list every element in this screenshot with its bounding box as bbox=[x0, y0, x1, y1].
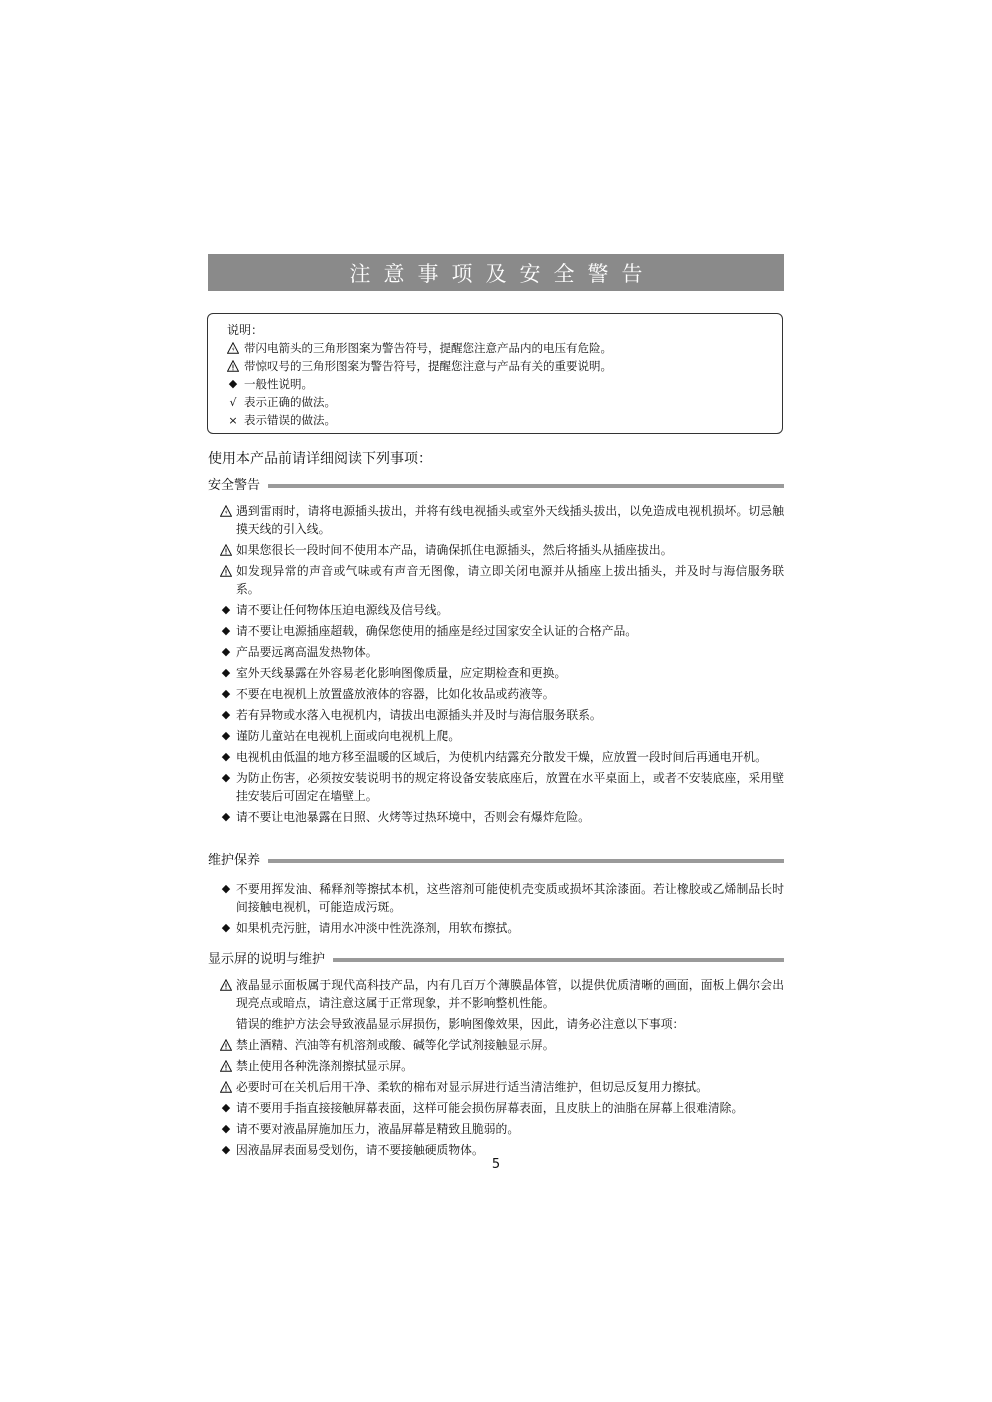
diamond-bullet-icon: ◆ bbox=[228, 377, 238, 390]
list-item bbox=[216, 1036, 784, 1054]
page-title: 注意事项及安全警告 bbox=[349, 261, 656, 286]
exclamation-triangle-icon bbox=[220, 1081, 232, 1093]
item-symbol bbox=[216, 502, 236, 517]
diamond-bullet-icon: ◆ bbox=[221, 687, 231, 700]
lightning-triangle-icon bbox=[227, 342, 239, 354]
cross-mark-icon: × bbox=[228, 413, 238, 427]
page-number: 5 bbox=[491, 1157, 501, 1172]
item-text: 遇到雷雨时，请将电源插头拔出，并将有线电视插头或室外天线插头拔出，以免造成电视机损坏。切忌触摸天线的引入线。 bbox=[236, 504, 784, 536]
item-symbol bbox=[216, 808, 236, 823]
item-symbol bbox=[216, 1015, 236, 1030]
list-item bbox=[216, 1057, 784, 1075]
legend-row bbox=[222, 393, 782, 411]
section-heading-display bbox=[208, 951, 784, 969]
list-item bbox=[216, 1099, 784, 1117]
check-mark-icon: √ bbox=[229, 395, 237, 409]
list-item bbox=[216, 643, 784, 661]
list-item bbox=[216, 1120, 784, 1138]
item-symbol bbox=[216, 541, 236, 556]
legend-text: 表示错误的做法。 bbox=[244, 413, 336, 427]
item-text: 如果机壳污脏，请用水冲淡中性洗涤剂，用软布擦拭。 bbox=[236, 921, 520, 935]
item-text: 错误的维护方法会导致液晶显示屏损伤，影响图像效果，因此，请务必注意以下事项： bbox=[236, 1017, 685, 1031]
item-text: 禁止酒精、汽油等有机溶剂或酸、碱等化学试剂接触显示屏。 bbox=[236, 1038, 555, 1052]
item-text: 不要用挥发油、稀释剂等擦拭本机，这些溶剂可能使机壳变质或损坏其涂漆面。若让橡胶或乙烯制品长时间接触电视机，可能造成污斑。 bbox=[236, 882, 784, 914]
item-symbol bbox=[216, 1036, 236, 1051]
item-text: 如果您很长一段时间不使用本产品，请确保抓住电源插头，然后将插头从插座拔出。 bbox=[236, 543, 673, 557]
exclamation-triangle-icon bbox=[220, 1060, 232, 1072]
item-symbol bbox=[216, 622, 236, 637]
list-item bbox=[216, 976, 784, 1012]
section-items-maintenance bbox=[216, 880, 784, 940]
section-divider bbox=[268, 859, 784, 863]
item-symbol bbox=[216, 919, 236, 934]
legend-symbol bbox=[222, 360, 244, 372]
list-item bbox=[216, 502, 784, 538]
legend-text: 一般性说明。 bbox=[244, 377, 313, 391]
legend-row bbox=[222, 357, 782, 375]
diamond-bullet-icon: ◆ bbox=[221, 603, 231, 616]
item-symbol bbox=[216, 976, 236, 991]
item-text: 必要时可在关机后用干净、柔软的棉布对显示屏进行适当清洁维护，但切忌反复用力擦拭。 bbox=[236, 1080, 708, 1094]
diamond-bullet-icon: ◆ bbox=[221, 921, 231, 934]
item-text: 请不要让任何物体压迫电源线及信号线。 bbox=[236, 603, 449, 617]
item-text: 为防止伤害，必须按安装说明书的规定将设备安装底座后，放置在水平桌面上，或者不安装底座，采用壁挂安装后可固定在墙壁上。 bbox=[236, 771, 784, 803]
list-item bbox=[216, 706, 784, 724]
item-symbol bbox=[216, 1057, 236, 1072]
item-symbol bbox=[216, 706, 236, 721]
item-symbol bbox=[216, 664, 236, 679]
item-symbol bbox=[216, 685, 236, 700]
section-heading-label: 维护保养 bbox=[208, 853, 261, 868]
section-heading-safety bbox=[208, 477, 784, 495]
item-symbol bbox=[216, 1099, 236, 1114]
list-item bbox=[216, 601, 784, 619]
item-text: 请不要对液晶屏施加压力，液晶屏幕是精致且脆弱的。 bbox=[236, 1122, 520, 1136]
item-text: 请不要让电源插座超载，确保您使用的插座是经过国家安全认证的合格产品。 bbox=[236, 624, 638, 638]
diamond-bullet-icon: ◆ bbox=[221, 624, 231, 637]
exclamation-triangle-icon bbox=[227, 360, 239, 372]
item-text: 产品要远离高温发热物体。 bbox=[236, 645, 378, 659]
item-text: 室外天线暴露在外容易老化影响图像质量，应定期检查和更换。 bbox=[236, 666, 567, 680]
legend-symbol bbox=[222, 378, 244, 390]
exclamation-triangle-icon bbox=[220, 1039, 232, 1051]
legend-symbol bbox=[222, 342, 244, 354]
list-item bbox=[216, 748, 784, 766]
legend-row bbox=[222, 339, 782, 357]
legend-text: 带闪电箭头的三角形图案为警告符号，提醒您注意产品内的电压有危险。 bbox=[244, 341, 612, 355]
intro-text: 使用本产品前请详细阅读下列事项： bbox=[208, 451, 432, 467]
legend-symbol bbox=[222, 414, 244, 427]
item-symbol bbox=[216, 1078, 236, 1093]
section-heading-maintenance bbox=[208, 852, 784, 870]
list-item bbox=[216, 562, 784, 598]
title-banner bbox=[208, 254, 784, 291]
list-item bbox=[216, 769, 784, 805]
item-text: 如发现异常的声音或气味或有声音无图像，请立即关闭电源并从插座上拔出插头，并及时与海信服务联系。 bbox=[236, 564, 784, 596]
item-symbol bbox=[216, 880, 236, 895]
legend-heading: 说明： bbox=[227, 323, 264, 337]
item-text: 请不要用手指直接接触屏幕表面，这样可能会损伤屏幕表面，且皮肤上的油脂在屏幕上很难清除。 bbox=[236, 1101, 744, 1115]
diamond-bullet-icon: ◆ bbox=[221, 708, 231, 721]
legend-text: 带惊叹号的三角形图案为警告符号，提醒您注意与产品有关的重要说明。 bbox=[244, 359, 612, 373]
item-symbol bbox=[216, 769, 236, 784]
diamond-bullet-icon: ◆ bbox=[221, 666, 231, 679]
section-items-safety bbox=[216, 502, 784, 829]
exclamation-triangle-icon bbox=[220, 544, 232, 556]
list-item bbox=[216, 808, 784, 826]
item-symbol bbox=[216, 601, 236, 616]
list-item bbox=[216, 664, 784, 682]
list-item bbox=[216, 1078, 784, 1096]
diamond-bullet-icon: ◆ bbox=[221, 645, 231, 658]
legend-symbol bbox=[222, 396, 244, 409]
item-text: 若有异物或水落入电视机内，请拔出电源插头并及时与海信服务联系。 bbox=[236, 708, 602, 722]
list-item bbox=[216, 685, 784, 703]
exclamation-triangle-icon bbox=[220, 565, 232, 577]
diamond-bullet-icon: ◆ bbox=[221, 750, 231, 763]
item-text: 液晶显示面板属于现代高科技产品，内有几百万个薄膜晶体管，以提供优质清晰的画面，面板上偶尔会出现亮点或暗点，请注意这属于正常现象，并不影响整机性能。 bbox=[236, 978, 784, 1010]
section-heading-label: 显示屏的说明与维护 bbox=[208, 952, 326, 967]
section-divider bbox=[268, 484, 784, 488]
diamond-bullet-icon: ◆ bbox=[221, 729, 231, 742]
list-item bbox=[216, 880, 784, 916]
section-divider bbox=[333, 958, 784, 962]
item-symbol bbox=[216, 1120, 236, 1135]
legend-text: 表示正确的做法。 bbox=[244, 395, 336, 409]
diamond-bullet-icon: ◆ bbox=[221, 1143, 231, 1156]
section-items-display bbox=[216, 976, 784, 1162]
legend-row bbox=[222, 375, 782, 393]
exclamation-triangle-icon bbox=[220, 979, 232, 991]
diamond-bullet-icon: ◆ bbox=[221, 1101, 231, 1114]
item-symbol bbox=[216, 1141, 236, 1156]
item-symbol bbox=[216, 562, 236, 577]
item-text: 电视机由低温的地方移至温暖的区域后，为使机内结露充分散发干燥，应放置一段时间后再通电开机。 bbox=[236, 750, 767, 764]
list-item bbox=[216, 919, 784, 937]
lightning-triangle-icon bbox=[220, 505, 232, 517]
item-text: 不要在电视机上放置盛放液体的容器，比如化妆品或药液等。 bbox=[236, 687, 555, 701]
item-symbol bbox=[216, 643, 236, 658]
item-text: 请不要让电池暴露在日照、火烤等过热环境中，否则会有爆炸危险。 bbox=[236, 810, 590, 824]
list-item bbox=[216, 727, 784, 745]
item-symbol bbox=[216, 748, 236, 763]
legend-box bbox=[207, 313, 783, 434]
diamond-bullet-icon: ◆ bbox=[221, 882, 231, 895]
item-text: 因液晶屏表面易受划伤，请不要接触硬质物体。 bbox=[236, 1143, 484, 1157]
diamond-bullet-icon: ◆ bbox=[221, 810, 231, 823]
section-heading-label: 安全警告 bbox=[208, 478, 261, 493]
diamond-bullet-icon: ◆ bbox=[221, 771, 231, 784]
item-text: 禁止使用各种洗涤剂擦拭显示屏。 bbox=[236, 1059, 413, 1073]
list-item bbox=[216, 622, 784, 640]
diamond-bullet-icon: ◆ bbox=[221, 1122, 231, 1135]
list-item bbox=[216, 1015, 784, 1033]
list-item bbox=[216, 541, 784, 559]
legend-row bbox=[222, 411, 782, 429]
item-text: 谨防儿童站在电视机上面或向电视机上爬。 bbox=[236, 729, 461, 743]
item-symbol bbox=[216, 727, 236, 742]
